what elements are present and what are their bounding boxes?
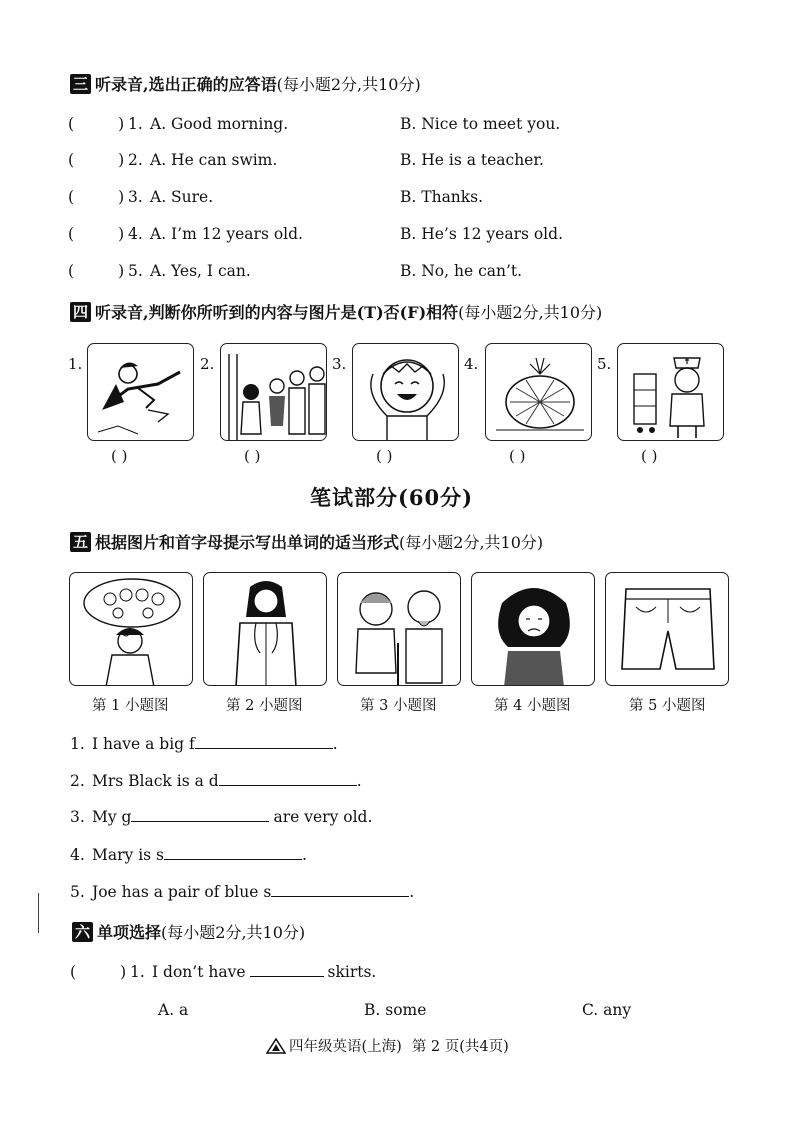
section-note: (每小题2分,共10分) [161,923,306,942]
sentence-start: Mrs Black is a d [92,772,219,790]
picture-frame [471,572,595,686]
question-number: 5. [128,262,143,280]
question-number: 4. [128,225,143,243]
picture-number: 1. [68,355,83,373]
question-row [68,262,522,280]
sentence-start: Mary is s [92,846,164,864]
section-6-header [72,920,305,943]
flying-superhero-icon [88,344,194,441]
sentence-start: I don’t have [152,963,246,981]
question-row [70,963,376,981]
section-3-header [70,72,421,95]
answer-paren-left[interactable]: ( [68,262,75,280]
answer-blank[interactable] [195,735,333,749]
answer-paren-right: ) [118,151,125,169]
answer-paren-left[interactable]: ( [68,115,75,133]
question-row [68,115,560,133]
question-row [68,225,563,243]
option-a: A. Sure. [150,188,214,206]
section-number: 五 [70,532,91,552]
picture-frame [337,572,461,686]
shorts-icon [606,573,729,686]
answer-blank[interactable] [250,963,324,977]
fill-question [70,808,372,826]
question-number: 1. [128,115,143,133]
question-row [68,188,483,206]
answer-paren-left[interactable]: ( [68,188,75,206]
grandparents-icon [338,573,461,686]
answer-blank[interactable] [219,772,357,786]
picture-number: 4. [464,355,479,373]
picture-caption: 第 5 小题图 [629,698,706,714]
sentence-start: I have a big f [92,735,195,753]
option-a: A. He can swim. [150,151,278,169]
picture-frame [485,343,592,441]
section-title: 听录音,选出正确的应答语 [95,75,277,94]
family-thought-icon [70,573,193,686]
section-5-header [70,530,543,553]
logo-icon [266,1038,286,1054]
answer-paren-right: ) [120,963,127,981]
section-note: (每小题2分,共10分) [458,303,603,322]
answer-box[interactable]: ( ) [376,447,393,465]
doctor-icon [204,573,327,686]
question-row [68,151,544,169]
picture-number: 2. [200,355,215,373]
happy-boy-icon [353,344,459,441]
fill-question [70,735,338,753]
section-note: (每小题2分,共10分) [399,533,544,552]
fill-question [70,883,414,901]
picture-number: 5. [597,355,612,373]
section-number: 四 [70,302,91,322]
answer-box[interactable]: ( ) [111,447,128,465]
section-title: 根据图片和首字母提示写出单词的适当形式 [95,533,400,552]
picture-frame [220,343,327,441]
option-b: B. He is a teacher. [400,151,544,169]
sentence-end: skirts. [327,963,377,981]
question-number: 3. [70,808,85,826]
option-b: B. He’s 12 years old. [400,225,563,243]
sad-girl-icon [472,573,595,686]
answer-box[interactable]: ( ) [509,447,526,465]
answer-blank[interactable] [131,808,269,822]
sentence-end: . [332,735,338,753]
nurse-icon [618,344,724,441]
option-b: B. Nice to meet you. [400,115,561,133]
sentence-end: are very old. [273,808,373,826]
hairy-creature-icon [486,344,592,441]
choice-c[interactable]: C. any [582,1001,632,1019]
section-title: 单项选择 [97,923,162,942]
question-number: 2. [128,151,143,169]
picture-number: 3. [332,355,347,373]
question-number: 4. [70,846,85,864]
picture-caption: 第 1 小题图 [92,698,169,714]
section-number: 三 [70,74,91,94]
written-part-title: 笔试部分(60分) [310,485,474,510]
choice-b[interactable]: B. some [364,1001,427,1019]
answer-blank[interactable] [164,846,302,860]
answer-paren-left[interactable]: ( [70,963,77,981]
section-title: 听录音,判断你所听到的内容与图片是(T)否(F)相符 [95,303,459,322]
answer-box[interactable]: ( ) [244,447,261,465]
option-b: B. Thanks. [400,188,484,206]
answer-blank[interactable] [271,883,409,897]
picture-frame [203,572,327,686]
margin-mark [38,893,39,933]
answer-paren-right: ) [118,115,125,133]
picture-frame [87,343,194,441]
choice-a[interactable]: A. a [158,1001,189,1019]
option-a: A. Yes, I can. [150,262,251,280]
answer-paren-left[interactable]: ( [68,151,75,169]
sentence-end: . [356,772,362,790]
option-a: A. Good morning. [150,115,289,133]
page-footer [266,1035,509,1056]
question-number: 5. [70,883,85,901]
picture-caption: 第 2 小题图 [226,698,303,714]
section-number: 六 [72,922,93,942]
answer-paren-right: ) [118,262,125,280]
footer-subject: 四年级英语(上海) [289,1039,402,1055]
footer-page: 第 2 页(共4页) [411,1039,509,1055]
answer-box[interactable]: ( ) [641,447,658,465]
question-number: 2. [70,772,85,790]
sentence-start: My g [92,808,132,826]
question-number: 1. [70,735,85,753]
option-a: A. I’m 12 years old. [150,225,303,243]
picture-frame [605,572,729,686]
sentence-start: Joe has a pair of blue s [92,883,272,901]
picture-frame [69,572,193,686]
fill-question [70,846,307,864]
answer-paren-right: ) [118,188,125,206]
answer-paren-right: ) [118,225,125,243]
picture-caption: 第 4 小题图 [494,698,571,714]
picture-caption: 第 3 小题图 [360,698,437,714]
sentence-end: . [409,883,415,901]
picture-frame [617,343,724,441]
question-number: 1. [130,963,145,981]
section-note: (每小题2分,共10分) [276,75,421,94]
option-b: B. No, he can’t. [400,262,523,280]
fill-question [70,772,362,790]
answer-paren-left[interactable]: ( [68,225,75,243]
family-icon [221,344,327,441]
picture-frame [352,343,459,441]
sentence-end: . [302,846,307,864]
section-4-header [70,300,602,323]
question-number: 3. [128,188,143,206]
